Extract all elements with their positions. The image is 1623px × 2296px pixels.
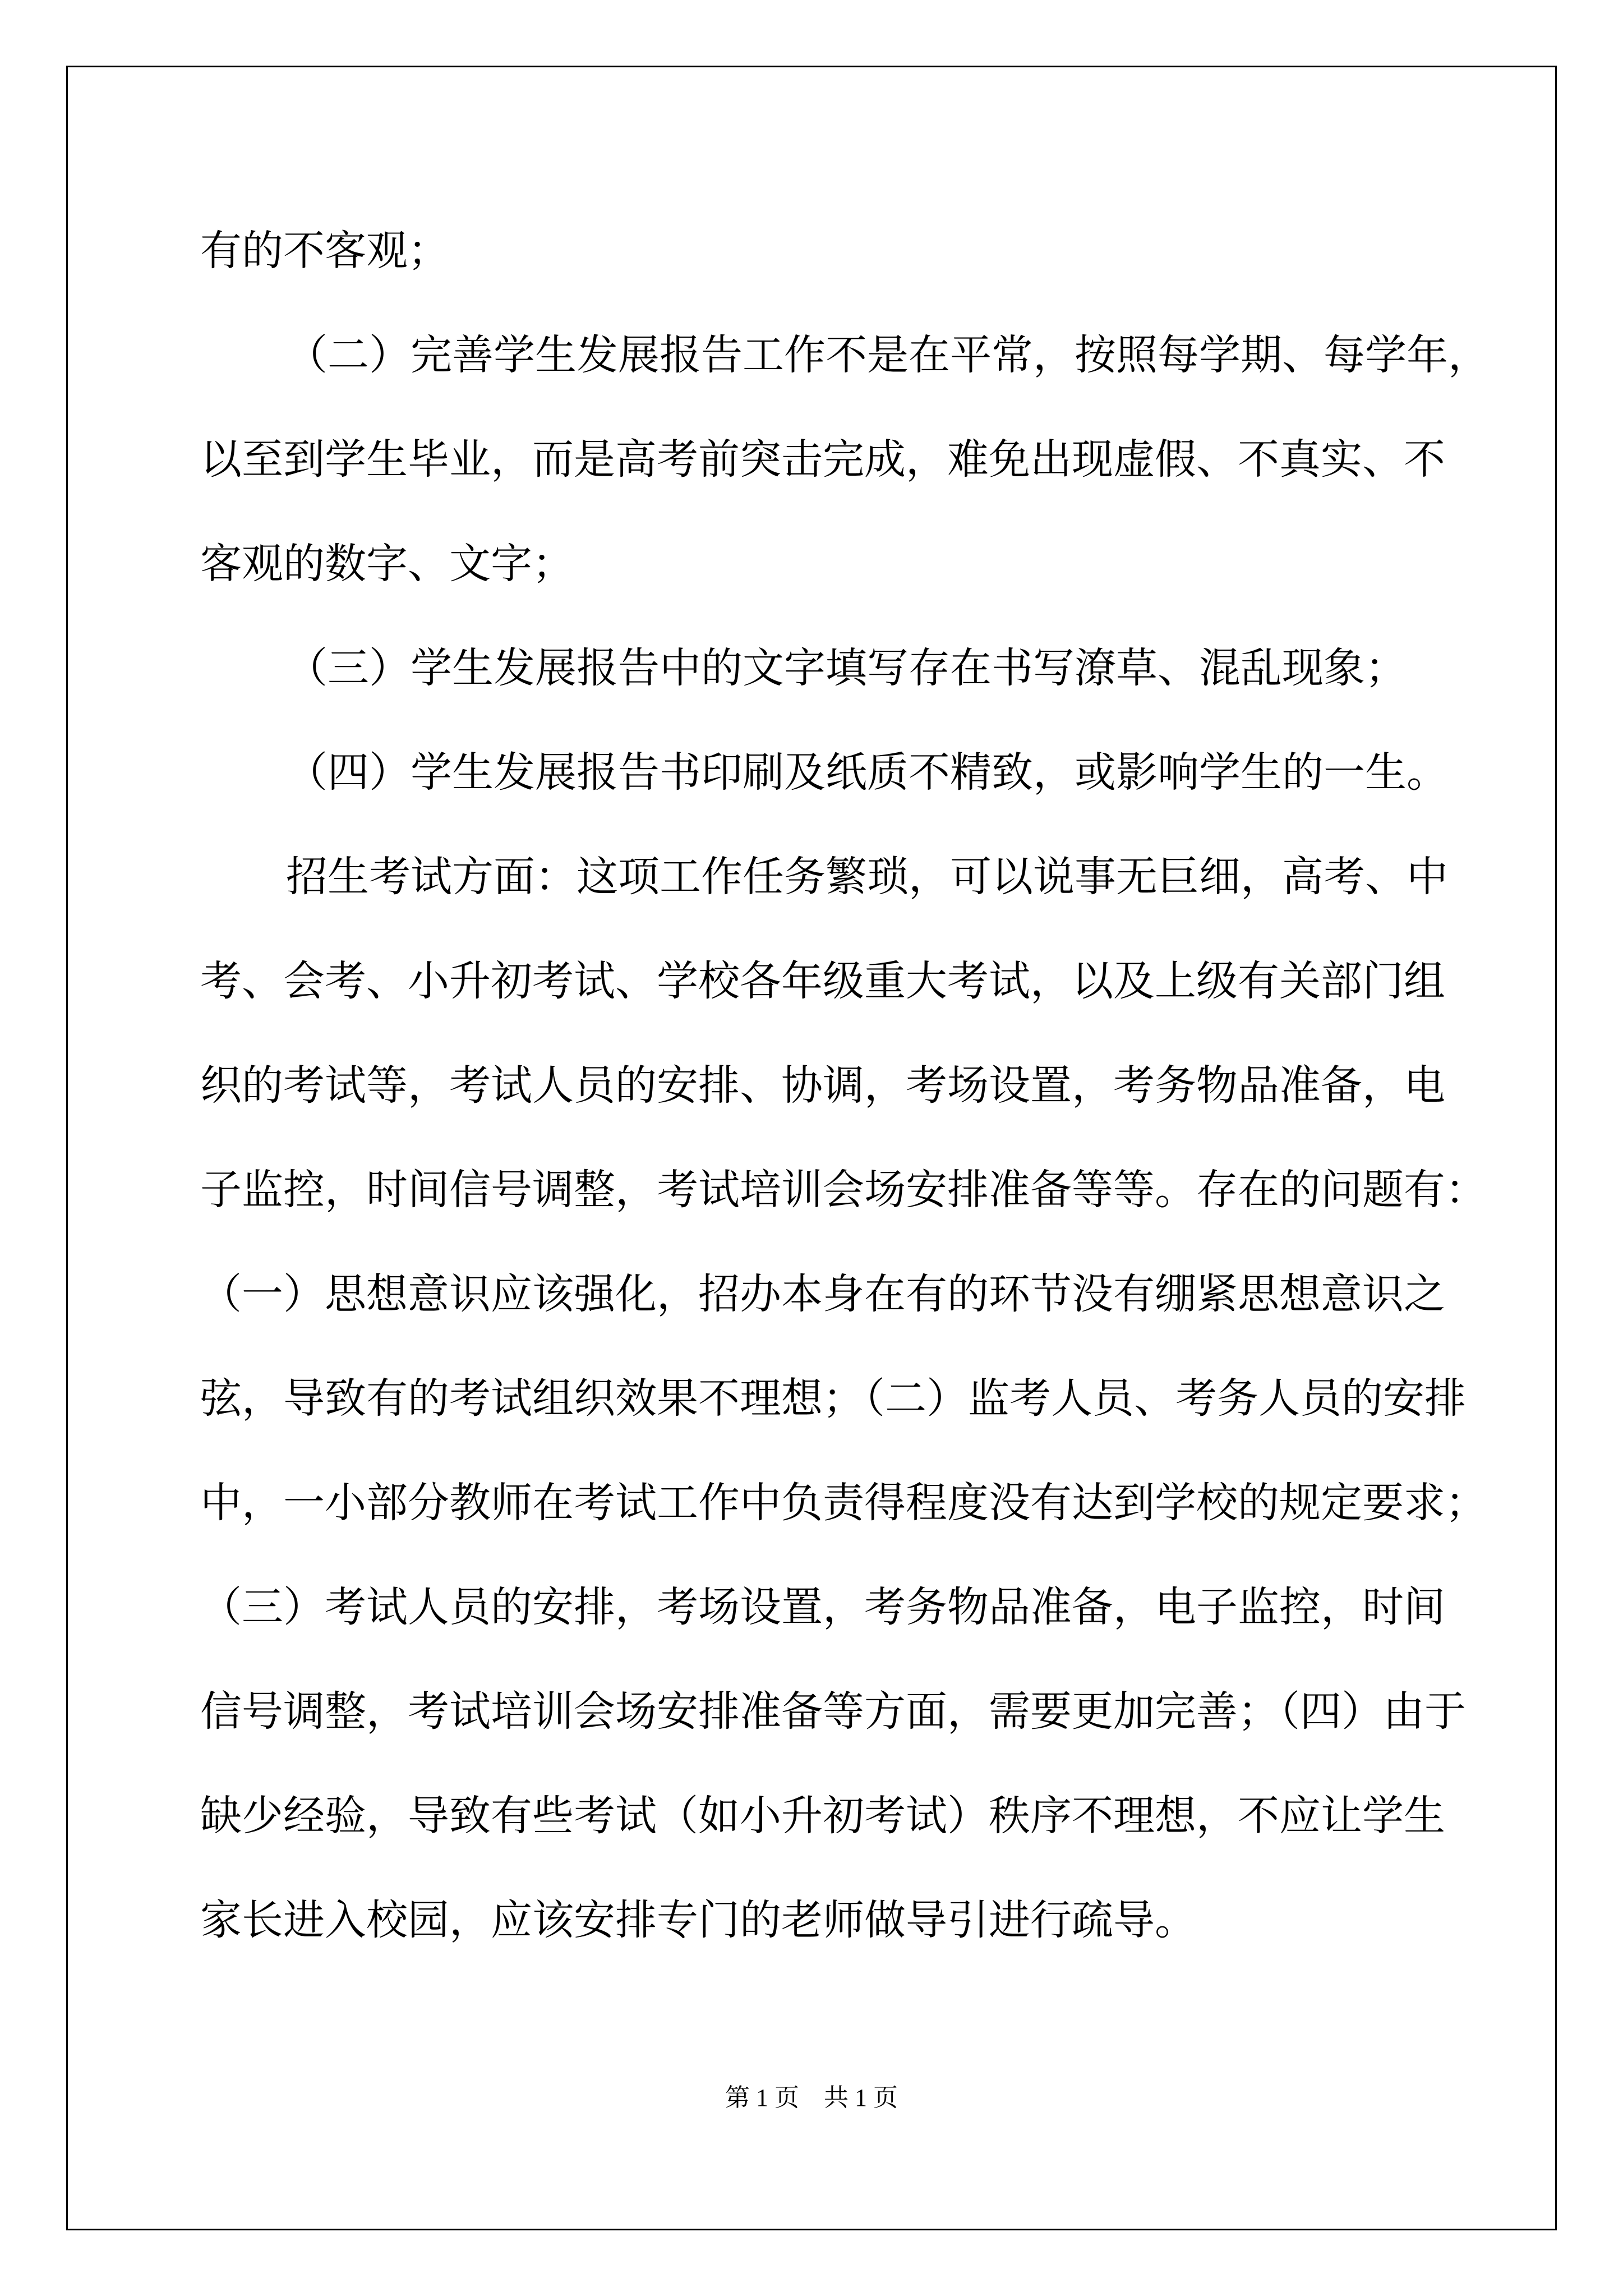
body-line-11: （一）思想意识应该强化，招办本身在有的环节没有绷紧思想意识之 [200,1270,1445,1318]
body-line-12: 弦，导致有的考试组织效果不理想；（二）监考人员、考务人员的安排 [200,1374,1466,1423]
body-line-3: 以至到学生毕业，而是高考前突击完成，难免出现虚假、不真实、不 [200,435,1445,484]
body-line-10: 子监控，时间信号调整，考试培训会场安排准备等等。存在的问题有： [200,1166,1487,1214]
body-line-7: 招生考试方面：这项工作任务繁琐，可以说事无巨细，高考、中 [286,853,1448,901]
body-line-17: 家长进入校园，应该安排专门的老师做导引进行疏导。 [200,1896,1196,1944]
body-line-2: （二）完善学生发展报告工作不是在平常，按照每学期、每学年， [286,331,1490,379]
body-line-15: 信号调整，考试培训会场安排准备等方面，需要更加完善；（四）由于 [200,1687,1466,1736]
body-line-8: 考、会考、小升初考试、学校各年级重大考试，以及上级有关部门组 [200,957,1445,1005]
body-line-14: （三）考试人员的安排，考场设置，考务物品准备，电子监控，时间 [200,1583,1445,1631]
page-number-footer: 第 1 页 共 1 页 [725,2084,898,2111]
body-line-16: 缺少经验，导致有些考试（如小升初考试）秩序不理想，不应让学生 [200,1792,1445,1840]
body-line-6: （四）学生发展报告书印刷及纸质不精致，或影响学生的一生。 [286,748,1448,797]
body-line-9: 织的考试等，考试人员的安排、协调，考场设置，考务物品准备，电 [200,1061,1445,1110]
body-line-5: （三）学生发展报告中的文字填写存在书写潦草、混乱现象； [286,644,1407,692]
body-line-4: 客观的数字、文字； [200,540,574,588]
body-line-13: 中，一小部分教师在考试工作中负责得程度没有达到学校的规定要求； [200,1479,1487,1527]
body-line-1: 有的不客观； [200,227,449,275]
